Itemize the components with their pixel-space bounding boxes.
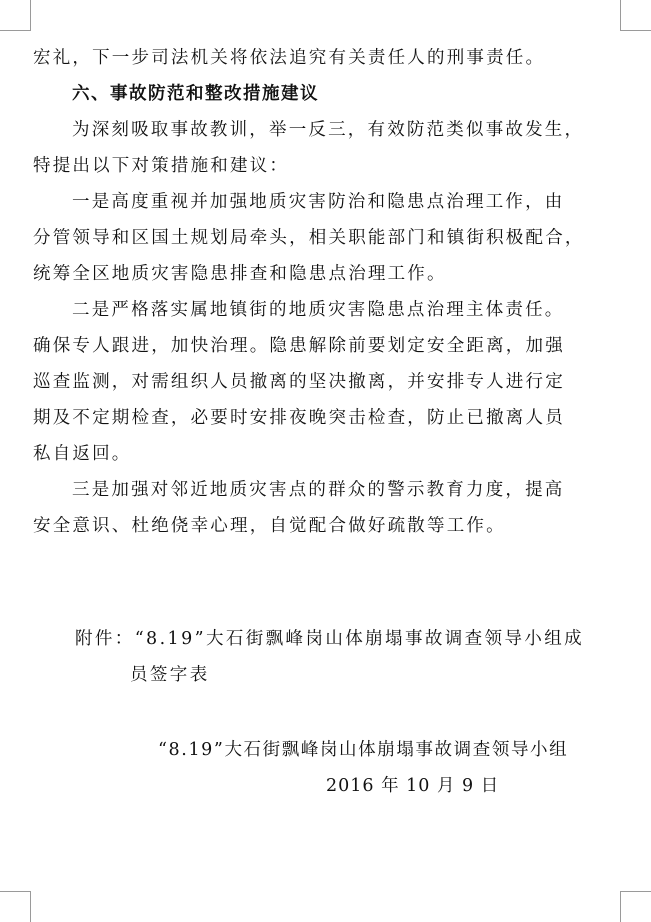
section-heading: 六、事故防范和整改措施建议 (72, 84, 319, 104)
measure-2-paragraph (33, 292, 613, 472)
text-line: 二是严格落实属地镇街的地质灾害隐患点治理主体责任。 (72, 300, 565, 320)
measure-1-paragraph (33, 184, 613, 292)
crop-mark-top-left (0, 0, 31, 31)
attachment-note (75, 621, 584, 693)
text-line: 特提出以下对策措施和建议： (33, 156, 290, 176)
text-line: 分管领导和区国土规划局牵头，相关职能部门和镇街积极配合， (33, 228, 585, 248)
attachment-line: 员签字表 (130, 665, 210, 685)
text-line: 确保专人跟进，加快治理。隐患解除前要划定安全距离，加强 (33, 336, 565, 356)
crop-mark-top-right (620, 0, 651, 31)
signature-block (158, 732, 613, 804)
text-line: 巡查监测，对需组织人员撤离的坚决撤离，并安排专人进行定 (33, 372, 565, 392)
signature-organization: “8.19”大石街飘峰岗山体崩塌事故调查领导小组 (158, 740, 569, 760)
text-line: 为深刻吸取事故教训，举一反三，有效防范类似事故发生， (72, 120, 585, 140)
text-line: 期及不定期检查，必要时安排夜晚突击检查，防止已撤离人员 (33, 408, 565, 428)
text-line: 私自返回。 (33, 444, 132, 464)
crop-mark-bottom-left (0, 891, 31, 922)
intro-paragraph (33, 112, 613, 184)
document-body (33, 40, 613, 544)
signature-date: 2016 年 10 月 9 日 (326, 776, 500, 796)
attachment-line: 附件：“8.19”大石街飘峰岗山体崩塌事故调查领导小组成 (75, 629, 585, 649)
text-line: 宏礼，下一步司法机关将依法追究有关责任人的刑事责任。 (33, 48, 546, 68)
text-line: 安全意识、杜绝侥幸心理，自觉配合做好疏散等工作。 (33, 516, 506, 536)
crop-mark-bottom-right (620, 891, 651, 922)
measure-3-paragraph (33, 472, 613, 544)
text-line: 统筹全区地质灾害隐患排查和隐患点治理工作。 (33, 264, 447, 284)
text-line: 一是高度重视并加强地质灾害防治和隐患点治理工作，由 (72, 192, 565, 212)
text-line: 三是加强对邻近地质灾害点的群众的警示教育力度，提高 (72, 480, 565, 500)
